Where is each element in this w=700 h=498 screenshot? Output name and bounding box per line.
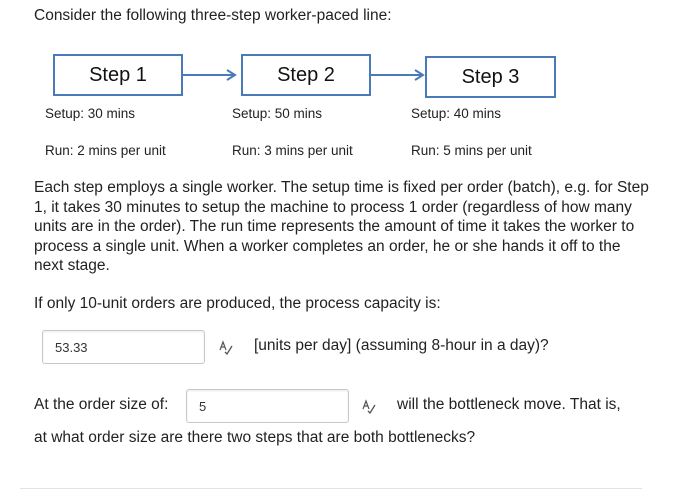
- arrow-step1-to-step2: [183, 65, 241, 85]
- step-1-label: Step 1: [89, 63, 147, 86]
- capacity-units-text: [units per day] (assuming 8-hour in a day)?: [254, 337, 549, 354]
- step-2-label: Step 2: [277, 63, 335, 86]
- arrow-step2-to-step3: [371, 65, 429, 85]
- step-3-run: Run: 5 mins per unit: [411, 143, 532, 158]
- order-size-suffix: will the bottleneck move. That is,: [397, 396, 621, 413]
- divider: [20, 488, 642, 489]
- step-3-box: [425, 56, 556, 98]
- capacity-prompt: If only 10-unit orders are produced, the process capacity is:: [34, 295, 441, 312]
- step-1-run: Run: 2 mins per unit: [45, 143, 166, 158]
- order-size-answer-input[interactable]: [186, 389, 349, 423]
- step-3-setup: Setup: 40 mins: [411, 106, 502, 121]
- capacity-answer-input[interactable]: [42, 330, 205, 364]
- question-description: Each step employs a single worker. The setup time is fixed per order (batch), e.g. for Step 1, it takes 30 minutes to setup the machine to process 1 order (regardless of how many units are in the order). The run time represents the amount of time it takes the worker to process a single unit. When a worker completes an order, he or she hands it off to the next stage.: [34, 179, 649, 274]
- step-2-box: [241, 54, 371, 96]
- order-size-line2: at what order size are there two steps that are both bottlenecks?: [34, 429, 476, 446]
- step-1-box: [53, 54, 183, 96]
- step-1-setup: Setup: 30 mins: [45, 106, 136, 121]
- step-2-run: Run: 3 mins per unit: [232, 143, 353, 158]
- step-3-label: Step 3: [461, 65, 520, 88]
- question-intro: Consider the following three-step worker-paced line:: [34, 7, 392, 24]
- step-2-setup: Setup: 50 mins: [232, 106, 323, 121]
- spellcheck-icon[interactable]: [361, 398, 377, 414]
- order-size-prefix: At the order size of:: [34, 396, 169, 413]
- spellcheck-icon[interactable]: [218, 339, 234, 355]
